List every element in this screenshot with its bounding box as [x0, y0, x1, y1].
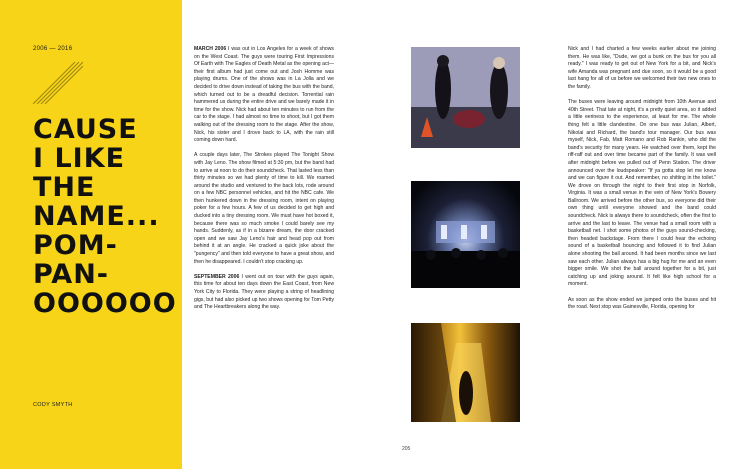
paragraph: The buses were leaving around midnight from 10th Avenue and 40th Street. That late at night, it's a pretty quiet area, so it added a little eeriness to the experience, at least for me. The whole thing felt a little clandestine. On one bus was Julian, Albert, Nikolai and Richard, the band's tour manager. Our bus was myself, Nick, Fab, Matt Romano and Rob Rankin, who did the band's security for many years. He watched over them, kept the riff-raff out and over time became part of the family. It was well after midnight before we pulled out of Penn Station. The driver announced over the loudspeaker: "If ya gotta stop let me know and we can figure it out. And remember, no shitting in the toilet." We drove on through the night to their first stop in Norfolk, Virginia. It was a small venue in the vein of New York's Bowery Ballroom. We arrived before the other bus, so everyone did their own thing until everyone showed and the band could soundcheck. Nick is always there to soundcheck, often the first to arrive and the last to leave. The venue had a small room with a basketball net. I shot some photos of the guys sound-checking, then headed backstage. From there I could hear the echoing sound of a basketball bouncing and followed it to find Julian alone shooting the ball around. It had been months since we last saw each other. Julian always has a big hug for me and an even bigger smile. We shot the ball around together for a bit, just catching up and joking around. It felt like high school for a moment. [568, 99, 716, 288]
paragraph [194, 46, 334, 145]
title-line: I LIKE [33, 143, 126, 174]
title-line: THE [33, 172, 96, 203]
paragraph-text: I was out in Los Angeles for a week of shows on the West Coast. The guys were touring First Impressions Of Earth with The Eagles of Death Metal as the opening act—their first album had just come out and Josh Homme was playing drums. One of the shows was in La Jolla and we decided to drive down instead of taking the bus with the band, which turned out to be a dreadful decision. Torrential rain hammered us during the entire drive and we barely made it in time for the show. Nick had about ten minutes to run from the car to the stage. I had almost no time to shoot, but I got them walking out of the dressing room to the stage. After the show, Nick, his sister and I drove back to LA, with the rain still coming down hard. [194, 46, 334, 144]
date-range: 2006 — 2016 [33, 46, 73, 52]
paragraph: Nick and I had charted a few weeks earlier about me joining them. He was like, "Dude, we got a bunk on the bus for you all ready." I was ready to get out of New York for a bit, and Nick's wife Amanda was pregnant and due soon, so it would be a good last hang for all of us before we welcomed their two new ones to the family. [568, 46, 716, 90]
paragraph [194, 274, 334, 312]
photo-hallway [411, 323, 520, 422]
photo-concert-stage [411, 181, 520, 288]
paragraph: A couple days later, The Strokes played The Tonight Show with Jay Leno. The show filmed at 5:30 pm, but the band had to arrive at noon to do their soundcheck. That lasted less than thirty minutes so we had plenty of time to kill. We roamed around the studio and ventured to the back lots, rode around on a few NBC personnel vehicles, and hit the NBC cafe. We then hunkered down in the dressing room, intent on playing poker for a few hours. A few of us decided to get high and ducked into a tiny dressing room. We must have hot boxed it, because there was so much smoke I could barely see my hands. Suddenly, as if in a bizarre dream, the door cracked open and we saw Jay Leno's hair and head pop out from behind it at an angle. He cracked a quick joke about the "pungency" and then told everyone to have a great show, and then he disappeared. I couldn't stop cracking up. [194, 152, 334, 265]
photo-hallway-art [411, 323, 520, 422]
page-number: 205 [402, 446, 411, 452]
paragraph-text: I went out on tour with the guys again, this time for about ten days down the East Coast, from New York City to Florida. They were playing a string of headlining gigs, but had also picked up two shows opening for Tom Petty and The Heartbreakers along the way. [194, 273, 334, 311]
date-lead: MARCH 2006 [194, 46, 227, 52]
title-line: CAUSE [33, 114, 138, 145]
photo-dressing-room-art [411, 47, 520, 148]
date-lead: SEPTEMBER 2006 [194, 273, 240, 280]
text-column-left [194, 46, 334, 319]
author-name: CODY SMYTH [33, 402, 73, 408]
title-line: POM- [33, 230, 118, 261]
text-column-right [568, 46, 716, 319]
photo-dressing-room [411, 47, 520, 148]
title-line: PAN- [33, 259, 110, 290]
diagonal-hatch-decoration [33, 60, 83, 104]
chapter-title [33, 115, 178, 318]
paragraph: As soon as the show ended we jumped onto the buses and hit the road. Next stop was Gainesville, Florida, opening for [568, 296, 716, 311]
photo-concert-stage-art [411, 181, 520, 288]
title-line: OOOOOO [33, 288, 177, 319]
title-line: NAME... [33, 201, 160, 232]
